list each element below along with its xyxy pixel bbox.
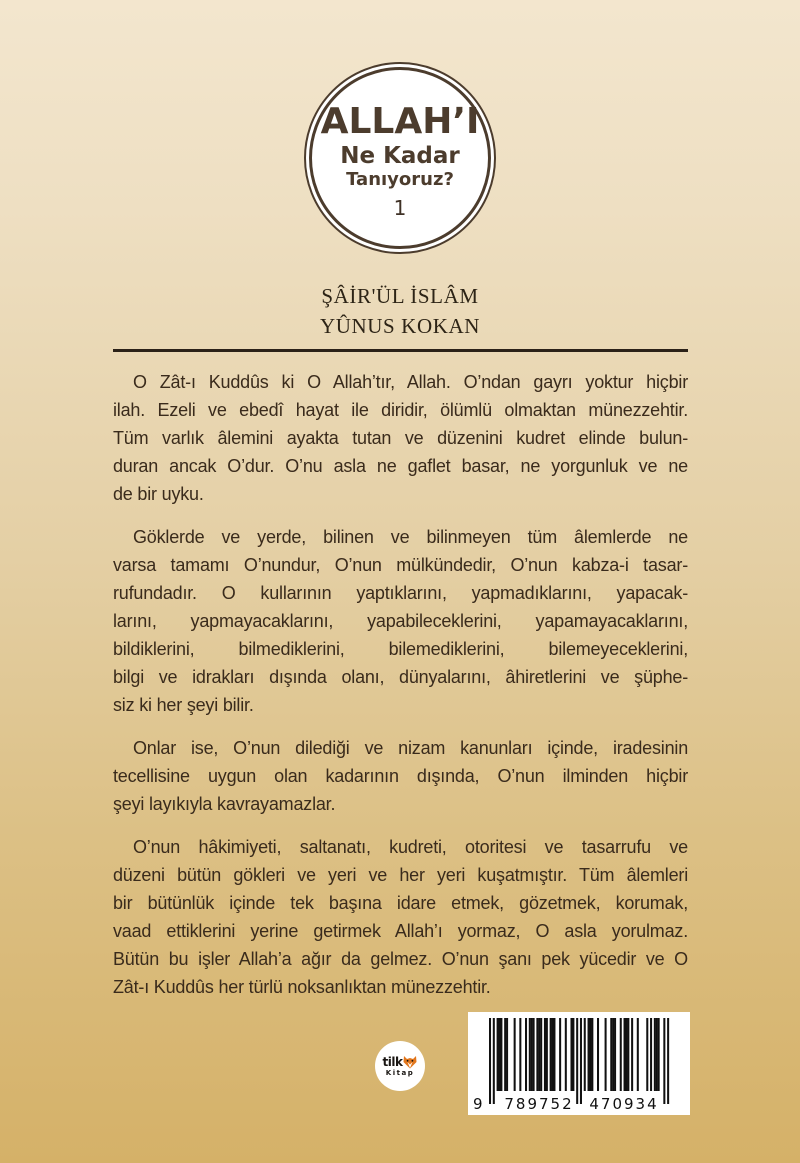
text-line: bir bütünlük içinde tek başına idare etmek, gözetmek, korumak, xyxy=(113,893,688,913)
text-line: Göklerde ve yerde, bilinen ve bilinmeyen tüm âlemlerde ne xyxy=(133,527,688,547)
publisher-logo xyxy=(375,1041,425,1091)
text-line: vaad ettiklerini yerine getirmek Allah’ı yormaz, O asla yorulmaz. xyxy=(113,921,688,941)
text-line: rufundadır. O kullarının yaptıklarını, yapmadıklarını, yapacak- xyxy=(113,583,688,603)
text-line: O Zât-ı Kuddûs ki O Allah’tır, Allah. O’ndan gayrı yoktur hiçbir xyxy=(133,372,688,392)
text-line: Bütün bu işler Allah’a ağır da gelmez. O’nun şanı pek yücedir ve O xyxy=(113,949,688,969)
barcode-number xyxy=(468,1095,690,1113)
barcode xyxy=(468,1012,690,1115)
book-subtitle-line2: Tanıyoruz? xyxy=(346,168,454,190)
book-title: ALLAH’I xyxy=(320,101,480,143)
publisher-name: tilk xyxy=(382,1055,403,1069)
paragraph xyxy=(113,833,688,1001)
book-subtitle-line1: Ne Kadar xyxy=(340,143,460,170)
series-badge xyxy=(304,62,496,254)
divider-rule xyxy=(113,349,688,352)
barcode-digit-lead: 9 xyxy=(473,1095,483,1113)
text-line: bilgi ve idrakları dışında olanı, dünyalarını, âhiretlerini ve şüphe- xyxy=(113,667,688,687)
text-line: O’nun hâkimiyeti, saltanatı, kudreti, otoritesi ve tasarrufu ve xyxy=(133,837,688,857)
text-line: de bir uyku. xyxy=(113,484,204,504)
text-line: Onlar ise, O’nun dilediği ve nizam kanunları içinde, iradesinin xyxy=(133,738,688,758)
fox-icon xyxy=(403,1056,417,1069)
paragraph xyxy=(113,523,688,719)
author-block xyxy=(0,281,800,341)
text-line: larını, yapmayacaklarını, yapabileceklerini, yapamayacaklarını, xyxy=(113,611,688,631)
text-line: düzeni bütün gökleri ve yeri ve her yeri kuşatmıştır. Tüm âlemleri xyxy=(113,865,688,885)
text-line: Zât-ı Kuddûs her türlü noksanlıktan münezzehtir. xyxy=(113,977,491,997)
text-line: siz ki her şeyi bilir. xyxy=(113,695,254,715)
author-honorific: ŞÂİR'ÜL İSLÂM xyxy=(321,284,479,308)
author-name: YÛNUS KOKAN xyxy=(319,314,481,338)
text-line: duran ancak O’dur. O’nu asla ne gaflet basar, ne yorgunluk ve ne xyxy=(113,456,688,476)
volume-number: 1 xyxy=(393,195,407,220)
back-cover-text xyxy=(113,368,688,1016)
paragraph xyxy=(113,368,688,508)
text-line: tecellisine uygun olan kadarının dışında, O’nun ilminden hiçbir xyxy=(113,766,688,786)
series-badge-inner-ring xyxy=(309,67,491,249)
text-line: Tüm varlık âlemini ayakta tutan ve düzenini kudret elinde bulun- xyxy=(113,428,688,448)
barcode-digit-right-group: 470934 xyxy=(589,1095,659,1113)
text-line: ilah. Ezeli ve ebedî hayat ile diridir, ölümlü olmaktan münezzehtir. xyxy=(113,400,688,420)
text-line: bildiklerini, bilmediklerini, bilemediklerini, bilemeyeceklerini, xyxy=(113,639,688,659)
barcode-digit-left-group: 789752 xyxy=(504,1095,574,1113)
publisher-subname: Kitap xyxy=(385,1068,415,1077)
text-line: şeyi layıkıyla kavrayamazlar. xyxy=(113,794,336,814)
text-line: varsa tamamı O’nundur, O’nun mülkündedir, O’nun kabza-i tasar- xyxy=(113,555,688,575)
paragraph xyxy=(113,734,688,818)
